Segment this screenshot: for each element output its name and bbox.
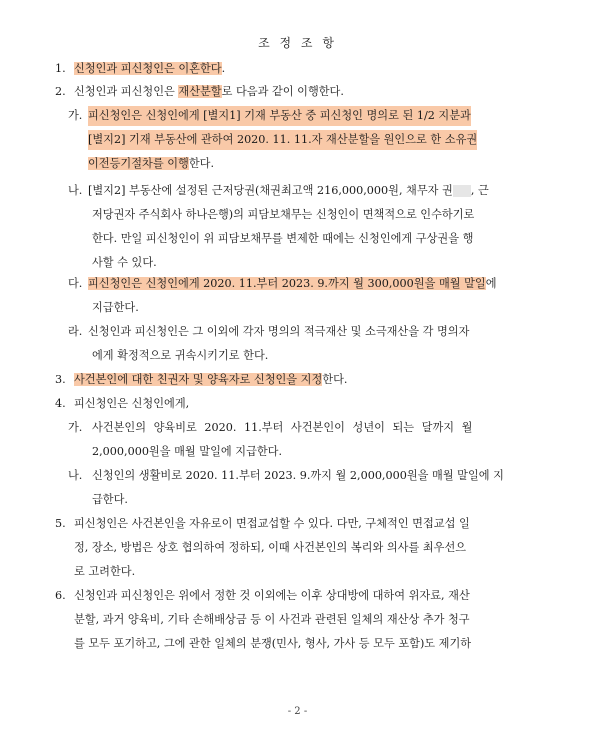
item-4b-line-2: 급한다.: [92, 493, 128, 506]
item-number: 1.: [55, 62, 66, 75]
page-number: - 2 -: [287, 706, 308, 717]
item-number: 가.: [68, 421, 83, 434]
item-5-line-3: 로 고려한다.: [74, 565, 136, 578]
item-number: 2.: [55, 85, 66, 98]
highlight: [별지2] 기재 부동산에 관하여 2020. 11. 11.자 재산분할을 원인으로 한 소유권: [88, 130, 477, 150]
item-2a-line-2: [0, 130, 595, 150]
item-2b-line-1: 나. [별지2] 부동산에 설정된 근저당권(채권최고액 216,000,000원, 채무자 권 , 근: [0, 181, 595, 201]
item-number: 다.: [68, 277, 83, 290]
item-number: 라.: [68, 325, 83, 338]
redaction-mask: [453, 185, 471, 197]
item-number: 나.: [68, 469, 83, 482]
item-2: 2. 신청인과 피신청인은 재산분할로 다음과 같이 이행한다.: [0, 82, 595, 102]
highlight: 신청인과 피신청인은 이혼한다: [74, 62, 222, 75]
item-2d-line-2: 에게 확정적으로 귀속시키기로 한다.: [92, 349, 269, 362]
item-6-line-1: 6. 신청인과 피신청인은 위에서 정한 것 이외에는 이후 상대방에 대하여 위자료, 재산: [0, 586, 595, 606]
item-number: 5.: [55, 517, 66, 530]
item-2b-line-4: 사할 수 있다.: [92, 256, 157, 269]
item-3: 3. 사건본인에 대한 친권자 및 양육자로 신청인을 지정한다.: [0, 370, 595, 390]
document-title: 조 정 조 항: [258, 36, 337, 50]
highlight: 사건본인에 대한 친권자 및 양육자로 신청인을 지정: [74, 373, 323, 386]
item-2a-line-3: 이전등기절차를 이행한다.: [88, 157, 214, 170]
item-number: 3.: [55, 373, 66, 386]
item-2a-line-1: [0, 106, 595, 126]
highlight: 피신청인은 신청인에게 2020. 11.부터 2023. 9.까지 월 300,000원을 매월 말일: [88, 277, 486, 290]
item-2b-line-2: 저당권자 주식회사 하나은행)의 피담보채무는 신청인이 면책적으로 인수하기로: [92, 208, 475, 221]
item-2c-line-2: 지급한다.: [92, 301, 139, 314]
highlight: 재산분할: [178, 85, 222, 98]
item-4: 4. 피신청인은 신청인에게,: [0, 394, 595, 414]
item-number: 6.: [55, 589, 66, 602]
item-5-line-2: 정, 장소, 방법은 상호 협의하여 정하되, 이때 사건본인의 복리와 의사를 최우선으: [74, 541, 467, 554]
item-2c-line-1: 다. 피신청인은 신청인에게 2020. 11.부터 2023. 9.까지 월 300,000원을 매월 말일에: [0, 274, 595, 294]
highlight: 피신청인은 신청인에게 [별지1] 기재 부동산 중 피신청인 명의로 된 1/2 지분과: [88, 106, 471, 126]
item-4b-line-1: 나. 신청인의 생활비로 2020. 11.부터 2023. 9.까지 월 2,000,000원을 매월 말일에 지: [0, 466, 595, 486]
item-number: 나.: [68, 184, 83, 197]
item-2d-line-1: 라. 신청인과 피신청인은 그 이외에 각자 명의의 적극재산 및 소극재산을 각 명의자: [0, 322, 595, 342]
item-6-line-2: 분할, 과거 양육비, 기타 손해배상금 등 이 사건과 관련된 일체의 재산상 추가 청구: [74, 613, 470, 626]
item-number: 4.: [55, 397, 66, 410]
item-4a-line-1: 가. 사건본인의 양육비로 2020. 11.부터 사건본인이 성년이 되는 달까지 월: [0, 418, 595, 438]
item-4a-line-2: 2,000,000원을 매월 말일에 지급한다.: [92, 445, 283, 458]
item-2b-line-3: 한다. 만일 피신청인이 위 피담보채무를 변제한 때에는 신청인에게 구상권을 행: [92, 232, 474, 245]
item-6-line-3: 를 모두 포기하고, 그에 관한 일체의 분쟁(민사, 형사, 가사 등 모두 포함)도 제기하: [74, 637, 472, 650]
highlight: 이전등기절차를 이행: [88, 157, 189, 170]
item-number: 가.: [68, 109, 83, 122]
item-5-line-1: 5. 피신청인은 사건본인을 자유로이 면접교섭할 수 있다. 다만, 구체적인 면접교섭 일: [0, 514, 595, 534]
item-1: 1. 신청인과 피신청인은 이혼한다.: [0, 59, 595, 79]
